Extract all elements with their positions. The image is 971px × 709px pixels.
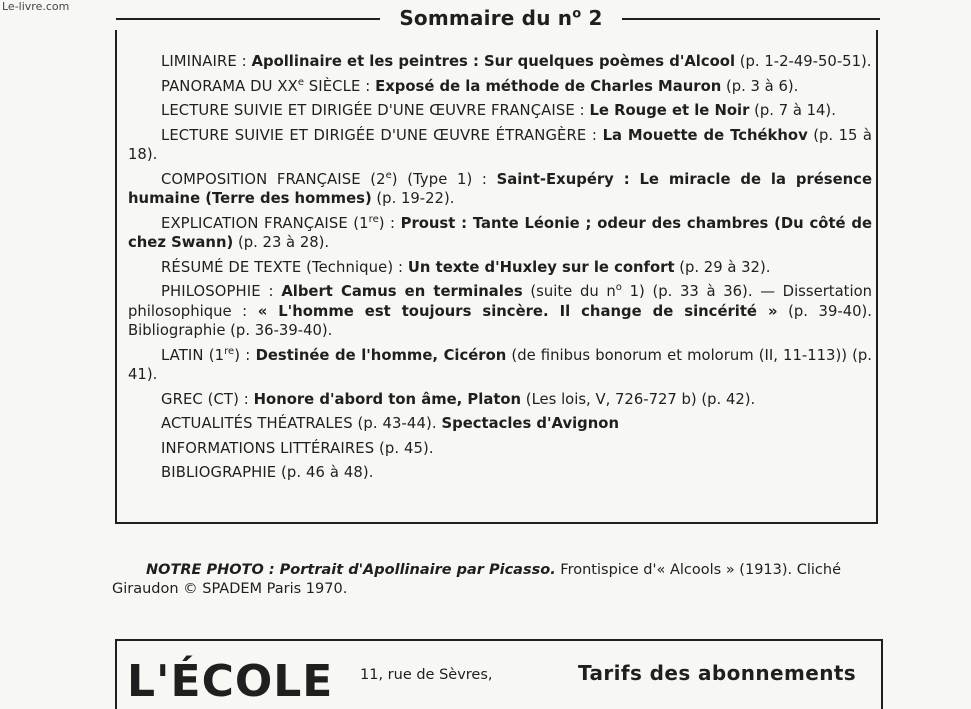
entry-bold: Apollinaire et les peintres : Sur quelques poèmes d'Alcool (251, 53, 736, 70)
entry-rest: (p. 7 à 14). (749, 102, 836, 119)
summary-entry (128, 214, 872, 253)
summary-entry (128, 170, 872, 209)
title-sup: o (572, 6, 582, 22)
publisher-address: 11, rue de Sèvres, (360, 667, 493, 683)
summary-entry (128, 439, 872, 459)
entry-rest: (p. 19-22). (371, 190, 455, 207)
entry-bold: Destinée de l'homme, Cicéron (255, 346, 507, 364)
entry-rubric-after: ) : (378, 214, 401, 232)
entry-rubric: PANORAMA DU XX (161, 77, 298, 95)
entry-rubric: ACTUALITÉS THÉATRALES (p. 43-44). (161, 415, 442, 432)
entry-bold: Honore d'abord ton âme, Platon (253, 390, 522, 408)
title-number: 2 (581, 6, 603, 30)
summary-entry (128, 346, 872, 385)
summary-entries (128, 52, 872, 488)
entry-rubric: INFORMATIONS LITTÉRAIRES (p. 45). (161, 439, 434, 457)
entry-rubric: LIMINAIRE : (161, 53, 252, 70)
entry-rubric-sup: re (368, 213, 379, 225)
entry-rubric: BIBLIOGRAPHIE (p. 46 à 48). (161, 464, 374, 481)
summary-entry (128, 258, 872, 278)
entry-rest: (de finibus bonorum et molorum (II, 11-113)) (p. 41). (128, 346, 872, 383)
entry-rest: (p. 1-2-49-50-51). (735, 53, 872, 70)
subscription-heading: Tarifs des abonnements (578, 661, 857, 685)
photo-caption-label: NOTRE PHOTO : Portrait d'Apollinaire par Picasso. (146, 562, 556, 578)
entry-rubric-after: ) (Type 1) : (391, 170, 497, 188)
entry-rubric: LATIN (1 (161, 346, 225, 364)
entry-rest: (p. 15 à 18). (128, 126, 872, 163)
entry-bold: Proust : Tante Léonie ; odeur des chambres (Du côté de chez Swann) (128, 214, 872, 251)
entry-bold: Exposé de la méthode de Charles Mauron (375, 77, 722, 95)
entry-rubric: EXPLICATION FRANÇAISE (1 (161, 214, 369, 232)
entry-rubric: LECTURE SUIVIE ET DIRIGÉE D'UNE ŒUVRE ÉTRANGÈRE : (161, 126, 603, 144)
entry-bold: Le Rouge et le Noir (589, 102, 750, 119)
entry-rubric: LECTURE SUIVIE ET DIRIGÉE D'UNE ŒUVRE FRANÇAISE : (161, 102, 590, 119)
entry-rubric-sup: e (297, 76, 304, 88)
publisher-name: L'ÉCOLE (127, 656, 334, 707)
summary-entry (128, 101, 872, 121)
entry-rest: (p. 3 à 6). (721, 77, 799, 95)
summary-entry (128, 463, 872, 483)
entry-rest-sup: o (615, 282, 622, 294)
entry-bold: Spectacles d'Avignon (441, 415, 619, 432)
summary-entry (128, 390, 872, 410)
entry-rubric-after: ) : (234, 346, 256, 364)
entry-rubric: GREC (CT) : (161, 390, 254, 408)
entry-rubric: PHILOSOPHIE : (161, 283, 282, 300)
title-rule-left (116, 18, 380, 20)
entry-bold2: « L'homme est toujours sincère. Il change de sincérité » (257, 302, 778, 320)
watermark-text: Le-livre.com (2, 0, 70, 13)
entry-bold: Saint-Exupéry : Le miracle de la présence humaine (Terre des hommes) (128, 170, 872, 207)
entry-bold: Albert Camus en terminales (281, 283, 523, 300)
summary-entry (128, 52, 872, 72)
title-text: Sommaire du n (399, 6, 573, 30)
summary-entry (128, 77, 872, 97)
entry-rest: (p. 23 à 28). (233, 234, 330, 251)
photo-caption-text: Frontispice d'« Alcools » (1913). Cliché Giraudon © SPADEM Paris 1970. (112, 562, 842, 597)
summary-entry (128, 282, 872, 341)
entry-rubric: COMPOSITION FRANÇAISE (2 (161, 170, 386, 188)
entry-rest: (Les lois, V, 726-727 b) (p. 42). (521, 390, 756, 408)
title-rule-right (622, 18, 880, 20)
summary-entry (128, 126, 872, 165)
entry-rest: (suite du n (522, 283, 616, 300)
entry-rubric-sup: e (385, 169, 392, 181)
entry-bold: Un texte d'Huxley sur le confort (407, 258, 675, 276)
summary-entry (128, 414, 872, 434)
entry-rest2: (p. 39-40). Bibliographie (p. 36-39-40). (128, 302, 872, 339)
entry-rubric-after: SIÈCLE : (303, 77, 376, 95)
entry-bold: La Mouette de Tchékhov (602, 126, 808, 144)
page-title (380, 6, 622, 30)
entry-rest-after: 1) (p. 33 à 36). — Dissertation philosophique : (128, 283, 873, 320)
entry-rubric-sup: re (224, 345, 235, 357)
entry-rubric: RÉSUMÉ DE TEXTE (Technique) : (161, 258, 408, 276)
entry-rest: (p. 29 à 32). (674, 258, 771, 276)
photo-caption (112, 561, 882, 599)
